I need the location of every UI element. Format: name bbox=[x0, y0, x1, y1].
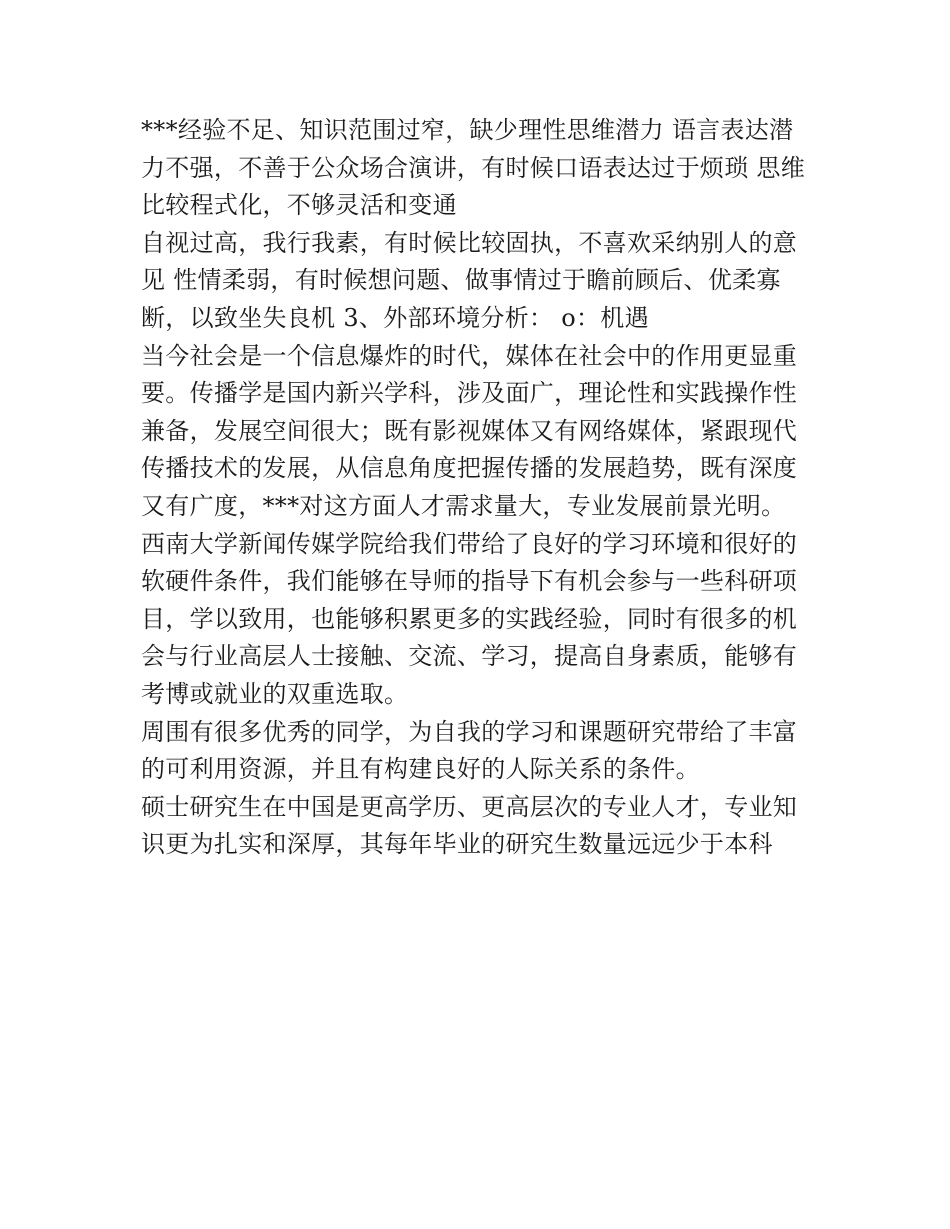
paragraph-weaknesses-ability: ***经验不足、知识范围过窄，缺少理性思维潜力 语言表达潜力不强，不善于公众场合演讲，有时候口语表达过于烦琐 思维比较程式化，不够灵活和变通 bbox=[141, 116, 806, 220]
document-body bbox=[141, 112, 813, 864]
paragraph-opportunity-graduate: 硕士研究生在中国是更高学历、更高层次的专业人才，专业知识更为扎实和深厚，其每年毕业的研究生数量远远少于本科 bbox=[141, 792, 798, 859]
paragraph-opportunity-classmates: 周围有很多优秀的同学，为自我的学习和课题研究带给了丰富的可利用资源，并且有构建良好的人际关系的条件。 bbox=[141, 717, 798, 784]
paragraph-opportunity-media: 当今社会是一个信息爆炸的时代，媒体在社会中的作用更显重要。传播学是国内新兴学科，涉及面广，理论性和实践操作性兼备，发展空间很大；既有影视媒体又有网络媒体，紧跟现代传播技术的发展，从信息角度把握传播的发展趋势，既有深度又有广度，***对这方面人才需求量大，专业发展前景光明。 bbox=[141, 341, 798, 520]
paragraph-weaknesses-personality: 自视过高，我行我素，有时候比较固执，不喜欢采纳别人的意见 性情柔弱，有时候想问题、做事情过于瞻前顾后、优柔寡断，以致坐失良机 3、外部环境分析： o：机遇 bbox=[141, 228, 798, 332]
paragraph-opportunity-school: 西南大学新闻传媒学院给我们带给了良好的学习环境和很好的软硬件条件，我们能够在导师的指导下有机会参与一些科研项目，学以致用，也能够积累更多的实践经验，同时有很多的机会与行业高层人士接触、交流、学习，提高自身素质，能够有考博或就业的双重选取。 bbox=[141, 529, 798, 708]
